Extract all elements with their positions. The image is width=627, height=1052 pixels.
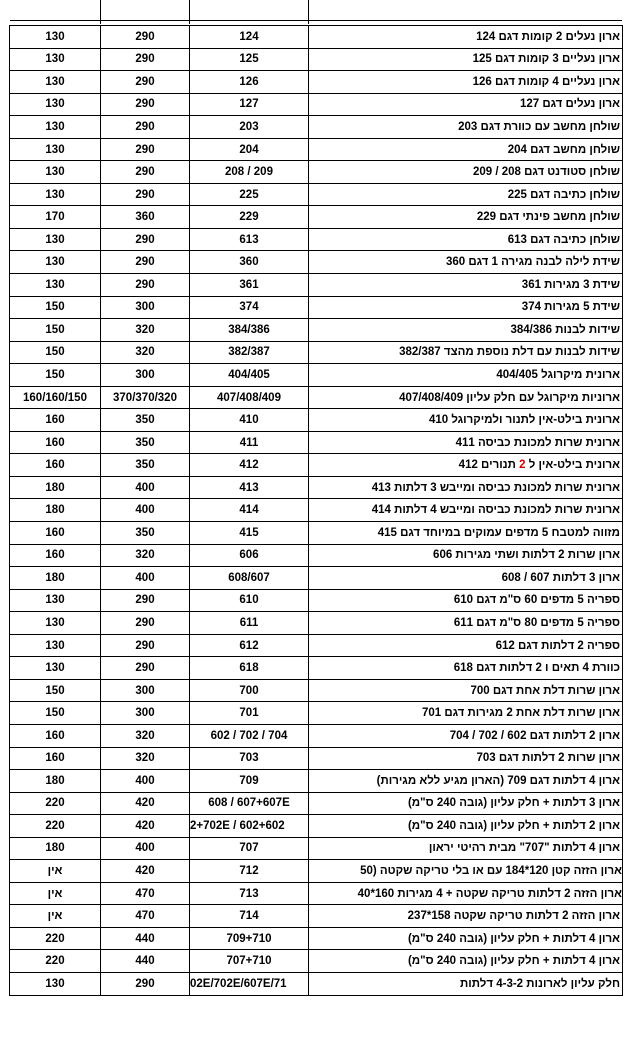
- price-cell-1: 130: [10, 71, 101, 94]
- description-cell: ארון 4 דלתות "707" מבית רהיטי יראון: [309, 837, 623, 860]
- table-row: [10, 702, 623, 725]
- price-cell-1: 130: [10, 251, 101, 274]
- description-cell: ספריה 5 מדפים 60 ס"מ דגם 610: [309, 589, 623, 612]
- price-cell-2: 470: [101, 882, 190, 905]
- table-row: [10, 296, 623, 319]
- price-cell-2: 300: [101, 702, 190, 725]
- description-cell: ארונית בילט-אין לתנור ולמיקרוגל 410: [309, 409, 623, 432]
- price-cell-1: 160: [10, 747, 101, 770]
- model-code-cell: 618: [190, 657, 309, 680]
- price-cell-1: 170: [10, 206, 101, 229]
- price-cell-1: 130: [10, 274, 101, 297]
- table-row: [10, 364, 623, 387]
- price-cell-2: 320: [101, 724, 190, 747]
- price-cell-1: 160: [10, 544, 101, 567]
- table-row: [10, 48, 623, 71]
- price-cell-2: 420: [101, 792, 190, 815]
- model-code-cell: 612: [190, 634, 309, 657]
- model-code-cell: 203: [190, 116, 309, 139]
- description-cell: ארון נעלים דגם 127: [309, 93, 623, 116]
- price-cell-2: 400: [101, 770, 190, 793]
- table-row: [10, 770, 623, 793]
- price-cell-1: 150: [10, 702, 101, 725]
- table-row: [10, 93, 623, 116]
- model-code-cell: 2+702E / 602+602: [190, 815, 309, 838]
- table-row: [10, 251, 623, 274]
- description-cell: ארון 4 דלתות + חלק עליון (גובה 240 ס"מ): [309, 950, 623, 973]
- price-cell-2: 350: [101, 522, 190, 545]
- price-cell-1: 150: [10, 341, 101, 364]
- table-row: [10, 499, 623, 522]
- description-cell: ספריה 5 מדפים 80 ס"מ דגם 611: [309, 612, 623, 635]
- table-row: [10, 116, 623, 139]
- table-row: [10, 183, 623, 206]
- table-row: [10, 882, 623, 905]
- model-code-cell: 126: [190, 71, 309, 94]
- table-row: [10, 634, 623, 657]
- table-row: [10, 161, 623, 184]
- price-cell-1: 130: [10, 138, 101, 161]
- price-cell-2: 290: [101, 657, 190, 680]
- price-cell-1: 130: [10, 634, 101, 657]
- table-row: [10, 544, 623, 567]
- price-cell-1: אין: [10, 860, 101, 883]
- price-cell-1: 180: [10, 837, 101, 860]
- price-cell-2: 290: [101, 228, 190, 251]
- table-row: [10, 860, 623, 883]
- table-row: [10, 71, 623, 94]
- price-cell-1: אין: [10, 882, 101, 905]
- price-cell-2: 360: [101, 206, 190, 229]
- description-cell: ארון הזזה 2 דלתות טריקה שקטה 158*237: [309, 905, 623, 928]
- price-cell-2: 400: [101, 567, 190, 590]
- model-code-cell: 608 / 607+607E: [190, 792, 309, 815]
- description-cell: ארון 4 דלתות דגם 709 (הארון מגיע ללא מגירות): [309, 770, 623, 793]
- description-cell: ארון הזזה קטן 120*184 עם או בלי טריקה שקטה (50: [309, 860, 623, 883]
- price-cell-2: 290: [101, 634, 190, 657]
- table-row: [10, 905, 623, 928]
- price-cell-1: 130: [10, 972, 101, 995]
- price-cell-1: 150: [10, 319, 101, 342]
- price-cell-1: 150: [10, 679, 101, 702]
- price-cell-2: 400: [101, 499, 190, 522]
- price-cell-1: 180: [10, 567, 101, 590]
- table-row: [10, 274, 623, 297]
- model-code-cell: 124: [190, 26, 309, 49]
- table-row: [10, 792, 623, 815]
- price-cell-2: 350: [101, 409, 190, 432]
- price-cell-1: 220: [10, 792, 101, 815]
- price-cell-1: 160: [10, 431, 101, 454]
- price-cell-2: 300: [101, 296, 190, 319]
- price-cell-1: 180: [10, 770, 101, 793]
- description-cell: שידת 5 מגירות 374: [309, 296, 623, 319]
- price-cell-2: 290: [101, 138, 190, 161]
- description-cell: שולחן מחשב דגם 204: [309, 138, 623, 161]
- price-cell-2: 290: [101, 161, 190, 184]
- description-cell: ארון נעליים 3 קומות דגם 125: [309, 48, 623, 71]
- price-cell-2: 320: [101, 544, 190, 567]
- description-cell: ארונית שרות למכונת כביסה 411: [309, 431, 623, 454]
- model-code-cell: 415: [190, 522, 309, 545]
- model-code-cell: 613: [190, 228, 309, 251]
- price-cell-1: 130: [10, 48, 101, 71]
- price-cell-1: 150: [10, 296, 101, 319]
- description-cell: שידות לבנות עם דלת נוספת מהצד 382/387: [309, 341, 623, 364]
- model-code-cell: 02E/702E/607E/71: [190, 972, 309, 995]
- model-code-cell: 125: [190, 48, 309, 71]
- table-row: [10, 522, 623, 545]
- description-cell: ארוניות מיקרוגל עם חלק עליון 407/408/409: [309, 386, 623, 409]
- model-code-cell: 700: [190, 679, 309, 702]
- table-row: [10, 950, 623, 973]
- price-cell-1: 220: [10, 950, 101, 973]
- price-cell-2: 320: [101, 341, 190, 364]
- description-cell: ארון שרות דלת אחת 2 מגירות דגם 701: [309, 702, 623, 725]
- description-cell: ארון 3 דלתות + חלק עליון (גובה 240 ס"מ): [309, 792, 623, 815]
- model-code-cell: 414: [190, 499, 309, 522]
- header-grid-line: [10, 20, 622, 21]
- description-cell: כוורת 4 תאים ו 2 דלתות דגם 618: [309, 657, 623, 680]
- price-cell-2: 440: [101, 927, 190, 950]
- price-cell-2: 470: [101, 905, 190, 928]
- model-code-cell: 707+710: [190, 950, 309, 973]
- model-code-cell: 608/607: [190, 567, 309, 590]
- table-row: [10, 747, 623, 770]
- model-code-cell: 204: [190, 138, 309, 161]
- description-cell: ארון נעלים 2 קומות דגם 124: [309, 26, 623, 49]
- price-cell-1: 180: [10, 476, 101, 499]
- model-code-cell: 712: [190, 860, 309, 883]
- description-cell: שידת 3 מגירות 361: [309, 274, 623, 297]
- model-code-cell: 407/408/409: [190, 386, 309, 409]
- description-cell: שולחן סטודנט דגם 208 / 209: [309, 161, 623, 184]
- price-cell-1: 160: [10, 454, 101, 477]
- model-code-cell: 713: [190, 882, 309, 905]
- price-cell-1: 160: [10, 409, 101, 432]
- price-cell-1: 130: [10, 116, 101, 139]
- description-cell: שידות לבנות 384/386: [309, 319, 623, 342]
- description-part: ארונית בילט-אין ל: [525, 459, 620, 472]
- table-row: [10, 341, 623, 364]
- model-code-cell: 361: [190, 274, 309, 297]
- table-row: [10, 454, 623, 477]
- table-row: [10, 679, 623, 702]
- description-cell: שולחן מחשב עם כוורת דגם 203: [309, 116, 623, 139]
- description-cell: ארונית שרות למכונת כביסה ומייבש 4 דלתות 414: [309, 499, 623, 522]
- price-cell-1: 150: [10, 364, 101, 387]
- price-cell-2: 440: [101, 950, 190, 973]
- table-row: [10, 589, 623, 612]
- description-cell: ספריה 2 דלתות דגם 612: [309, 634, 623, 657]
- price-cell-1: 160: [10, 522, 101, 545]
- model-code-cell: 413: [190, 476, 309, 499]
- price-cell-2: 350: [101, 431, 190, 454]
- table-row: [10, 612, 623, 635]
- price-cell-2: 420: [101, 815, 190, 838]
- description-cell: שולחן כתיבה דגם 225: [309, 183, 623, 206]
- price-cell-1: 130: [10, 228, 101, 251]
- table-row: [10, 206, 623, 229]
- price-cell-1: 220: [10, 815, 101, 838]
- price-cell-2: 290: [101, 972, 190, 995]
- description-cell: ארון 2 דלתות דגם 602 / 702 / 704: [309, 724, 623, 747]
- table-row: [10, 927, 623, 950]
- table-row: [10, 319, 623, 342]
- model-code-cell: 714: [190, 905, 309, 928]
- description-cell: ארון 4 דלתות + חלק עליון (גובה 240 ס"מ): [309, 927, 623, 950]
- price-cell-2: 400: [101, 837, 190, 860]
- description-cell: ארונית מיקרוגל 404/405: [309, 364, 623, 387]
- table-row: [10, 26, 623, 49]
- description-cell: ארונית שרות למכונת כביסה ומייבש 3 דלתות 413: [309, 476, 623, 499]
- description-cell: [309, 454, 623, 477]
- table-row: [10, 409, 623, 432]
- description-cell: ארון שרות 2 דלתות דגם 703: [309, 747, 623, 770]
- price-cell-2: 290: [101, 251, 190, 274]
- model-code-cell: 410: [190, 409, 309, 432]
- model-code-cell: 709+710: [190, 927, 309, 950]
- model-code-cell: 703: [190, 747, 309, 770]
- price-cell-1: 130: [10, 657, 101, 680]
- description-cell: ארון 2 דלתות + חלק עליון (גובה 240 ס"מ): [309, 815, 623, 838]
- model-code-cell: 709: [190, 770, 309, 793]
- price-cell-2: 370/370/320: [101, 386, 190, 409]
- description-cell: שולחן מחשב פינתי דגם 229: [309, 206, 623, 229]
- model-code-cell: 412: [190, 454, 309, 477]
- model-code-cell: 606: [190, 544, 309, 567]
- table-row: [10, 431, 623, 454]
- price-cell-1: 220: [10, 927, 101, 950]
- price-cell-1: 130: [10, 183, 101, 206]
- price-cell-2: 290: [101, 93, 190, 116]
- description-cell: שידת לילה לבנה מגירה 1 דגם 360: [309, 251, 623, 274]
- price-cell-1: 160/160/150: [10, 386, 101, 409]
- price-cell-2: 420: [101, 860, 190, 883]
- price-table: [9, 25, 623, 996]
- price-cell-1: 180: [10, 499, 101, 522]
- price-cell-2: 290: [101, 71, 190, 94]
- description-cell: שולחן כתיבה דגם 613: [309, 228, 623, 251]
- price-cell-2: 290: [101, 26, 190, 49]
- table-row: [10, 228, 623, 251]
- table-row: [10, 567, 623, 590]
- model-code-cell: 404/405: [190, 364, 309, 387]
- model-code-cell: 611: [190, 612, 309, 635]
- price-cell-2: 290: [101, 589, 190, 612]
- model-code-cell: 382/387: [190, 341, 309, 364]
- description-cell: ארון הזזה 2 דלתות טריקה שקטה + 4 מגירות 160*40: [309, 882, 623, 905]
- price-cell-1: 130: [10, 93, 101, 116]
- price-cell-2: 290: [101, 48, 190, 71]
- description-cell: ארון שרות דלת אחת דגם 700: [309, 679, 623, 702]
- price-cell-1: 160: [10, 724, 101, 747]
- price-cell-1: 130: [10, 161, 101, 184]
- description-highlight: 2: [519, 459, 526, 472]
- model-code-cell: 411: [190, 431, 309, 454]
- price-cell-2: 290: [101, 612, 190, 635]
- description-part: תנורים 412: [458, 459, 520, 472]
- price-cell-1: 130: [10, 26, 101, 49]
- description-cell: מזווה למטבח 5 מדפים עמוקים במיוחד דגם 415: [309, 522, 623, 545]
- model-code-cell: 701: [190, 702, 309, 725]
- price-cell-1: 130: [10, 612, 101, 635]
- model-code-cell: 602 / 702 / 704: [190, 724, 309, 747]
- table-row: [10, 837, 623, 860]
- table-row: [10, 972, 623, 995]
- price-cell-2: 350: [101, 454, 190, 477]
- description-cell: ארון שרות 2 דלתות ושתי מגירות 606: [309, 544, 623, 567]
- model-code-cell: 229: [190, 206, 309, 229]
- price-cell-2: 320: [101, 319, 190, 342]
- price-cell-2: 400: [101, 476, 190, 499]
- price-cell-2: 320: [101, 747, 190, 770]
- price-cell-1: 130: [10, 589, 101, 612]
- description-cell: ארון נעליים 4 קומות דגם 126: [309, 71, 623, 94]
- table-row: [10, 476, 623, 499]
- model-code-cell: 127: [190, 93, 309, 116]
- model-code-cell: 384/386: [190, 319, 309, 342]
- price-cell-2: 300: [101, 364, 190, 387]
- price-cell-2: 290: [101, 183, 190, 206]
- description-cell: ארון 3 דלתות 607 / 608: [309, 567, 623, 590]
- description-cell: חלק עליון לארונות 4-3-2 דלתות: [309, 972, 623, 995]
- price-table-body: [10, 26, 623, 996]
- table-row: [10, 815, 623, 838]
- price-cell-2: 300: [101, 679, 190, 702]
- table-row: [10, 138, 623, 161]
- table-row: [10, 657, 623, 680]
- model-code-cell: 707: [190, 837, 309, 860]
- model-code-cell: 610: [190, 589, 309, 612]
- model-code-cell: 360: [190, 251, 309, 274]
- table-row: [10, 386, 623, 409]
- price-cell-2: 290: [101, 116, 190, 139]
- model-code-cell: 374: [190, 296, 309, 319]
- model-code-cell: 225: [190, 183, 309, 206]
- price-cell-1: אין: [10, 905, 101, 928]
- model-code-cell: 208 / 209: [190, 161, 309, 184]
- price-cell-2: 290: [101, 274, 190, 297]
- table-row: [10, 724, 623, 747]
